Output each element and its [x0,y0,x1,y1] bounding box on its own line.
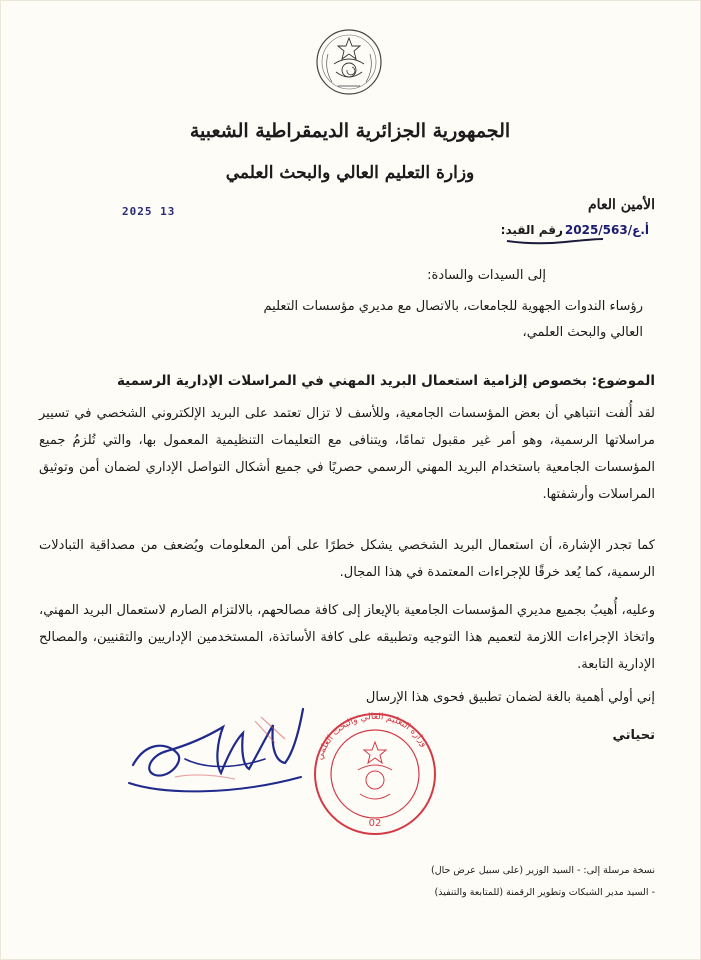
closing-greeting: تحياتي [612,728,655,743]
republic-title: الجمهورية الجزائرية الديمقراطية الشعبية [189,120,511,142]
reference-label: رقم القيد: [500,223,563,237]
official-seal [300,708,450,840]
copy-line: نسخة مرسلة إلى: - السيد الوزير (على سبيل عرض حال) [430,865,655,876]
seal-text: وزارة التعليم العالي والبحث العلمي [314,711,430,762]
addressee-heading: إلى السيدات والسادة: [427,268,546,283]
handwritten-signature [125,703,310,803]
reference-underline-stroke [505,233,605,247]
reference-number: 2025/أ.ع/563 [564,223,649,237]
handwritten-date: 2025 13 [122,205,176,218]
body-paragraph: وعليه، أُهيبُ بجميع مديري المؤسسات الجامعية بالإيعاز إلى كافة مصالحهم، بالالتزام الصارم لاستعمال البريد المهني، واتخاذ الإجراءات اللازمة لتعميم هذا التوجيه وتطبيقه على كافة الأساتذة، المستخدمين الإداريين والتقنيين، والمصالح الإدارية التابعة. [39,603,655,672]
addressee-block [43,294,643,346]
body-paragraph: إني أولي أهمية بالغة لضمان تطبيق فحوى هذا الإرسال [365,690,655,705]
office-title: الأمين العام [588,197,655,213]
seal-number: 02 [368,818,382,829]
copies-block [235,860,655,904]
body-paragraph: كما تجدر الإشارة، أن استعمال البريد الشخصي يشكل خطرًا على أمن المعلومات ويُضعف من مصداقية التبادلات الرسمية، كما يُعد خرقًا للإجراءات المعتمدة في هذا المجال. [39,538,655,580]
state-emblem [314,24,384,102]
svg-text:وزارة التعليم العالي والبحث ال [315,712,429,761]
copy-line: - السيد مدير الشبكات وتطوير الرقمنة (للمتابعة والتنفيذ) [434,887,655,898]
addressee-line: رؤساء الندوات الجهوية للجامعات، بالاتصال مع مديري مؤسسات التعليم [263,299,643,314]
body-paragraph: لقد أُلفت انتباهي أن بعض المؤسسات الجامعية، وللأسف لا تزال تعتمد على البريد الإلكتروني الشخصي في تسيير مراسلاتها الرسمية، وهو أمر غير مقبول تمامًا، ويتنافى مع التعليمات التنظيمية المعمول بها، والتي تُلزمُ جميع المؤسسات الجامعية باستخدام البريد المهني الرسمي حصريًا في جميع أشكال التواصل الإداري لضمان أمن وتوثيق المراسلات وأرشفتها. [39,406,655,502]
ministry-title: وزارة التعليم العالي والبحث العلمي [225,163,475,183]
addressee-line: العالي والبحث العلمي، [522,325,643,340]
subject-line: الموضوع: بخصوص إلزامية استعمال البريد المهني في المراسلات الإدارية الرسمية [116,373,655,389]
